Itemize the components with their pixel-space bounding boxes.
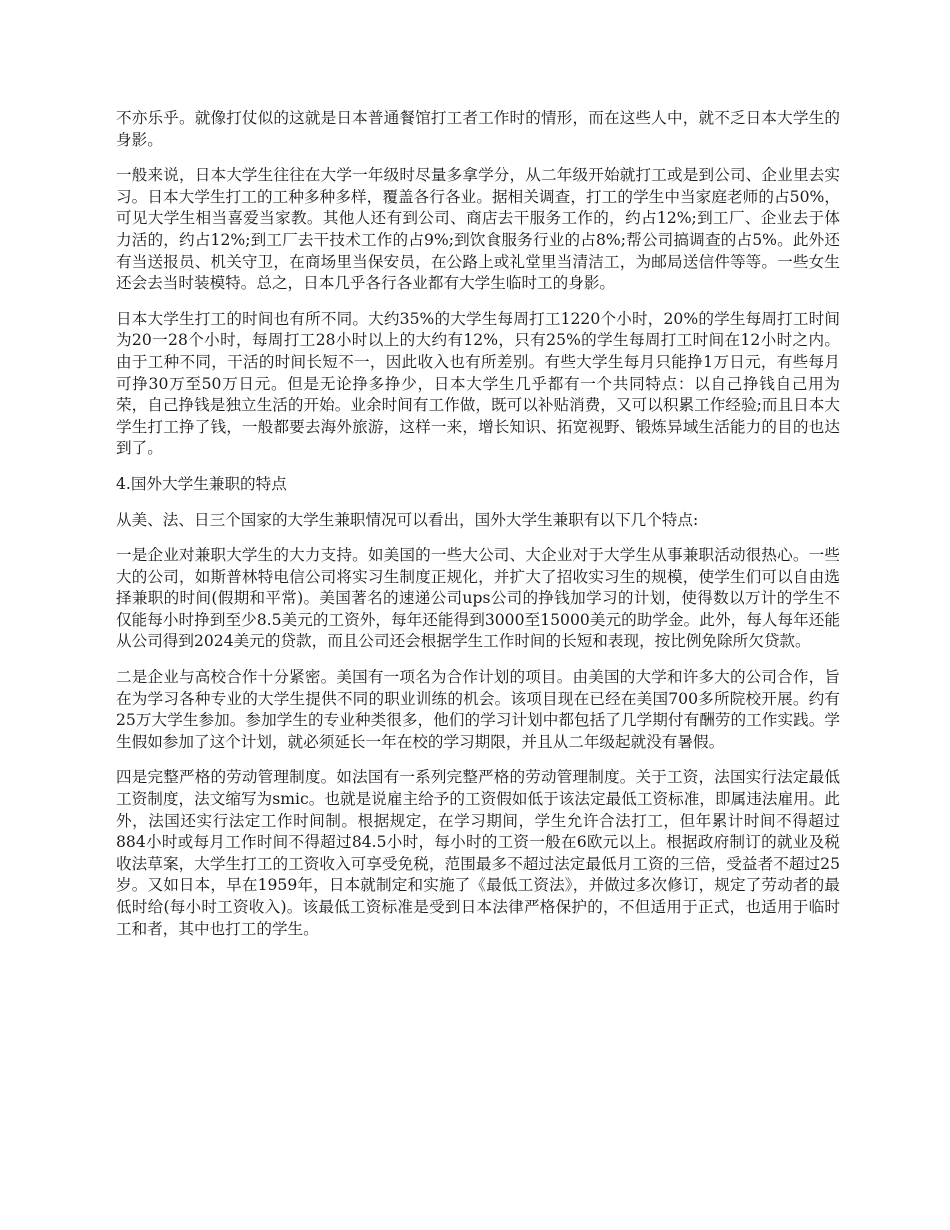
document-page bbox=[116, 108, 840, 954]
paragraph-school-cooperation: 二是企业与高校合作十分紧密。美国有一项名为合作计划的项目。由美国的大学和许多大的公司合作，旨在为学习各种专业的大学生提供不同的职业训练的机会。该项目现在已经在美国700多所院校开展。约有25万大学生参加。参加学生的专业种类很多，他们的学习计划中都包括了几学期付有酬劳的工作实践。学生假如参加了这个计划，就必须延长一年在校的学习期限，并且从二年级起就没有暑假。 bbox=[116, 668, 840, 751]
paragraph-intro-features: 从美、法、日三个国家的大学生兼职情况可以看出，国外大学生兼职有以下几个特点: bbox=[116, 510, 699, 529]
section-heading: 4.国外大学生兼职的特点 bbox=[116, 474, 287, 493]
paragraph-enterprise-support: 一是企业对兼职大学生的大力支持。如美国的一些大公司、大企业对于大学生从事兼职活动很热心。一些大的公司，如斯普林特电信公司将实习生制度正规化，并扩大了招收实习生的规模，使学生们可以自由选择兼职的时间(假期和平常)。美国著名的速递公司ups公司的挣钱加学习的计划，使得数以万计的学生不仅能每小时挣到至少8.5美元的工资外，每年还能得到3000至15000美元的助学金。此外，每人每年还能从公司得到2024美元的贷款，而且公司还会根据学生工作时间的长短和表现，按比例免除所欠贷款。 bbox=[116, 546, 840, 651]
paragraph-work-hours: 日本大学生打工的时间也有所不同。大约35%的大学生每周打工1220个小时，20%的学生每周打工时间为20一28个小时，每周打工28小时以上的大约有12%，只有25%的学生每周打工时间在12小时之内。由于工种不同，干活的时间长短不一，因此收入也有所差别。有些大学生每月只能挣1万日元，有些每月可挣30万至50万日元。但是无论挣多挣少，日本大学生几乎都有一个共同特点：以自己挣钱自己用为荣，自己挣钱是独立生活的开始。业余时间有工作做，既可以补贴消费，又可以积累工作经验;而且日本大学生打工挣了钱，一般都要去海外旅游，这样一来，增长知识、拓宽视野、锻炼异域生活能力的目的也达到了。 bbox=[116, 309, 840, 458]
paragraph-job-types: 一般来说，日本大学生往往在大学一年级时尽量多拿学分，从二年级开始就打工或是到公司、企业里去实习。日本大学生打工的工种多种多样，覆盖各行各业。据相关调查，打工的学生中当家庭老师的占50%，可见大学生相当喜爱当家教。其他人还有到公司、商店去干服务工作的，约占12%;到工厂、企业去于体力活的，约占12%;到工厂去干技术工作的占9%;到饮食服务行业的占8%;帮公司搞调查的占5%。此外还有当送报员、机关守卫，在商场里当保安员，在公路上或礼堂里当清洁工，为邮局送信件等等。一些女生还会去当时装模特。总之，日本几乎各行各业都有大学生临时工的身影。 bbox=[116, 166, 840, 293]
paragraph-dining-workers: 不亦乐乎。就像打仗似的这就是日本普通餐馆打工者工作时的情形，而在这些人中，就不乏日本大学生的身影。 bbox=[116, 109, 840, 149]
paragraph-labor-management: 四是完整严格的劳动管理制度。如法国有一系列完整严格的劳动管理制度。关于工资，法国实行法定最低工资制度，法文缩写为smic。也就是说雇主给予的工资假如低于该法定最低工资标准，即属违法雇用。此外，法国还实行法定工作时间制。根据规定，在学习期间，学生允许合法打工，但年累计时间不得超过884小时或每月工作时间不得超过84.5小时，每小时的工资一般在6欧元以上。根据政府制订的就业及税收法草案，大学生打工的工资收入可享受免税，范围最多不超过法定最低月工资的三倍，受益者不超过25岁。又如日本，早在1959年，日本就制定和实施了《最低工资法》，并做过多次修订，规定了劳动者的最低时给(每小时工资收入)。该最低工资标准是受到日本法律严格保护的，不但适用于正式，也适用于临时工和者，其中也打工的学生。 bbox=[116, 768, 840, 938]
